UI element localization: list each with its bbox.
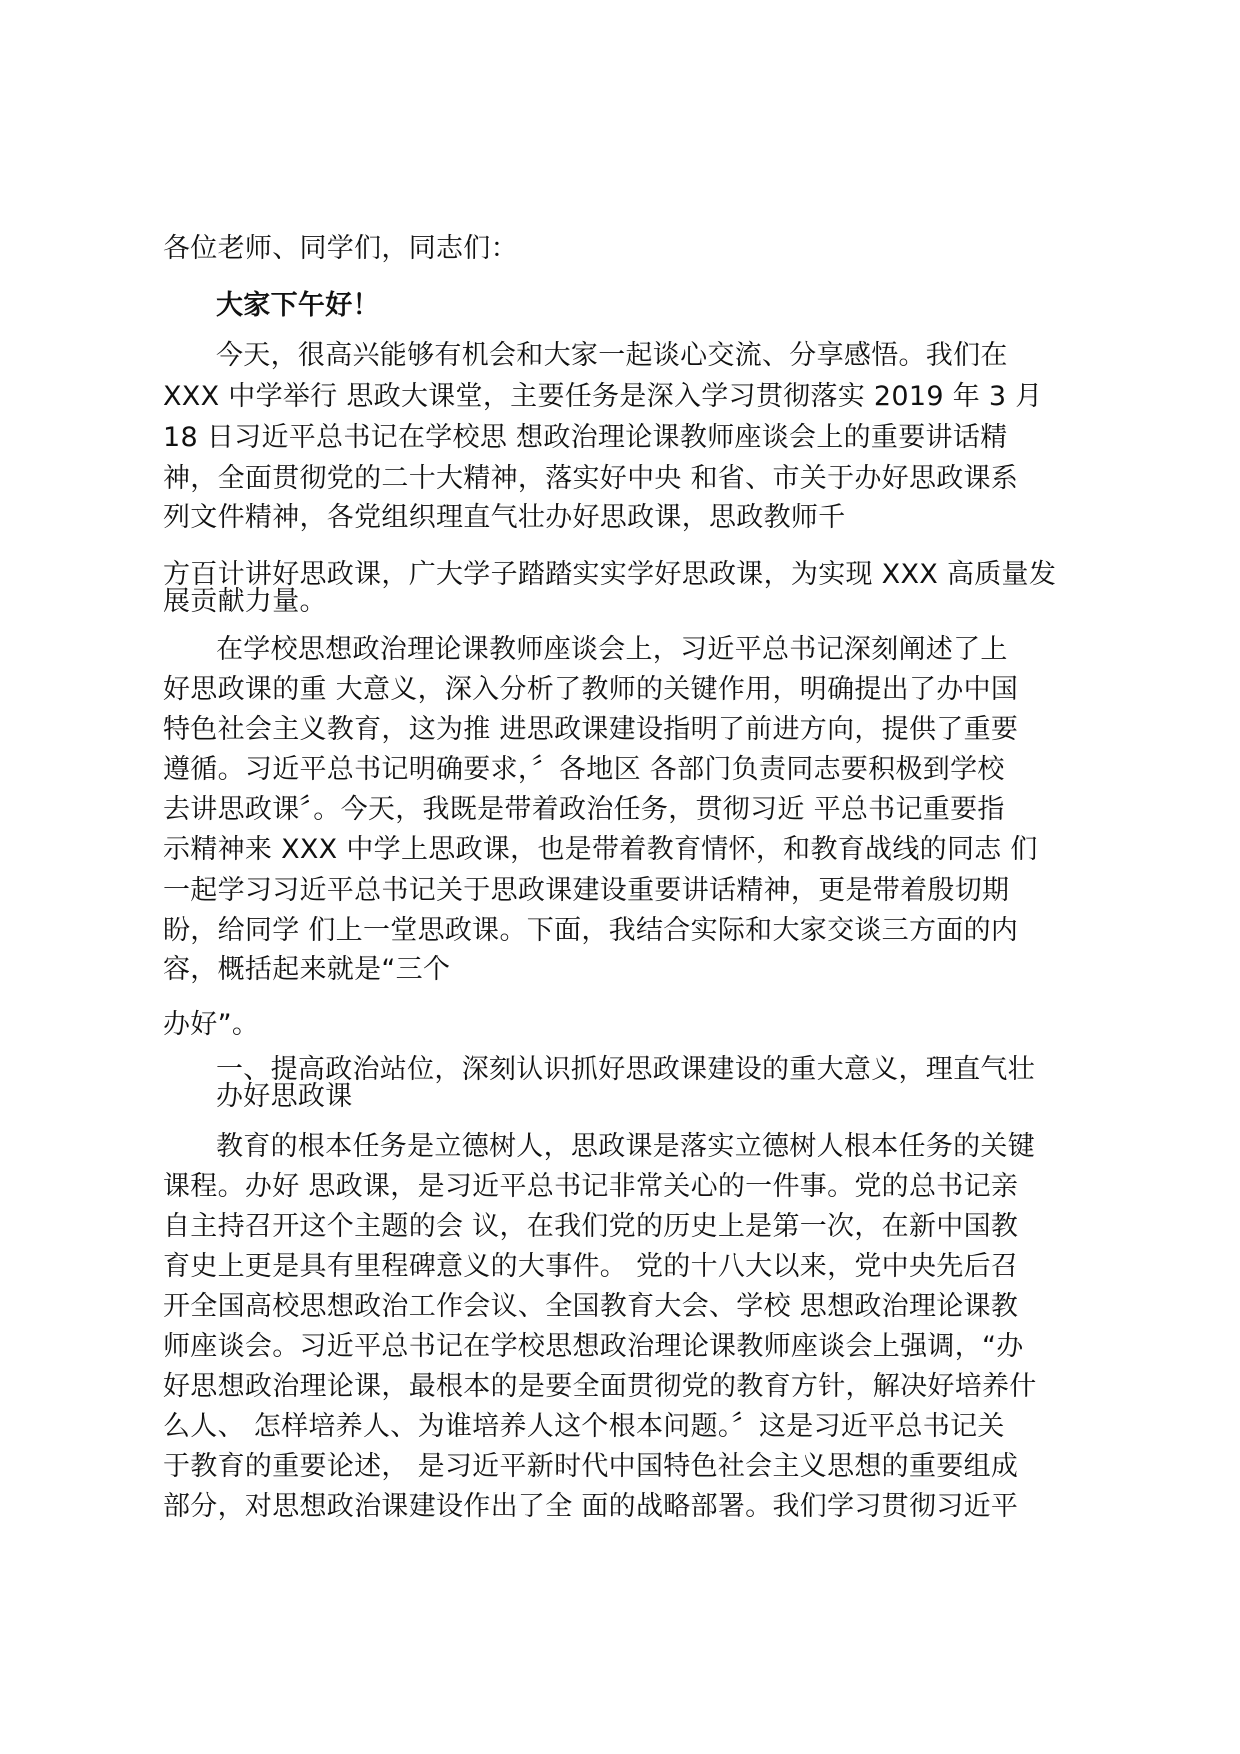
paragraph-1-line: XXX 中学举行 思政大课堂，主要任务是深入学习贯彻落实 2019 年 3 月 <box>163 381 1043 412</box>
paragraph-1-line: 方百计讲好思政课，广大学子踏踏实实学好思政课，为实现 XXX 高质量发 <box>163 559 1057 590</box>
paragraph-3-line: 育史上更是具有里程碑意义的大事件。 党的十八大以来，党中央先后召 <box>163 1251 1019 1282</box>
paragraph-2-line: 好思政课的重 大意义，深入分析了教师的关键作用，明确提出了办中国 <box>163 674 1019 705</box>
paragraph-2-line: 盼，给同学 们上一堂思政课。下面，我结合实际和大家交谈三方面的内 <box>163 915 1019 946</box>
paragraph-3-line: 于教育的重要论述， 是习近平新时代中国特色社会主义思想的重要组成 <box>163 1451 1019 1482</box>
paragraph-3-line: 教育的根本任务是立德树人，思政课是落实立德树人根本任务的关键 <box>216 1131 1035 1162</box>
paragraph-1-line: 展贡献力量。 <box>163 586 327 617</box>
paragraph-2-line: 一起学习习近平总书记关于思政课建设重要讲话精神，更是带着殷切期 <box>163 875 1010 906</box>
paragraph-2-line: 遵循。习近平总书记明确要求，〞各地区 各部门负责同志要积极到学校 <box>163 754 1005 785</box>
paragraph-2-line: 去讲思政课〞。今天，我既是带着政治任务，贯彻习近 平总书记重要指 <box>163 794 1005 825</box>
salutation: 各位老师、同学们，同志们： <box>163 233 518 264</box>
paragraph-3-line: 自主持召开这个主题的会 议，在我们党的历史上是第一次，在新中国教 <box>163 1211 1019 1242</box>
paragraph-1-line: 今天，很高兴能够有机会和大家一起谈心交流、分享感悟。我们在 <box>216 340 1008 371</box>
paragraph-1-line: 神，全面贯彻党的二十大精神，落实好中央 和省、市关于办好思政课系 <box>163 463 1019 494</box>
greeting: 大家下午好！ <box>216 290 380 321</box>
paragraph-2-line: 容，概括起来就是“三个 <box>163 954 451 985</box>
paragraph-3-line: 课程。办好 思政课，是习近平总书记非常关心的一件事。党的总书记亲 <box>163 1171 1019 1202</box>
paragraph-3-line: 么人、 怎样培养人、为谁培养人这个根本问题。〞这是习近平总书记关 <box>163 1411 1005 1442</box>
paragraph-2-line: 示精神来 XXX 中学上思政课，也是带着教育情怀，和教育战线的同志 们 <box>163 834 1038 865</box>
paragraph-2-line: 在学校思想政治理论课教师座谈会上，习近平总书记深刻阐述了上 <box>216 634 1008 665</box>
paragraph-3-line: 开全国高校思想政治工作会议、全国教育大会、学校 思想政治理论课教 <box>163 1291 1019 1322</box>
section-heading-1: 办好思政课 <box>216 1081 353 1112</box>
paragraph-3-line: 师座谈会。习近平总书记在学校思想政治理论课教师座谈会上强调，“办 <box>163 1331 1024 1362</box>
paragraph-3-line: 部分，对思想政治课建设作出了全 面的战略部署。我们学习贯彻习近平 <box>163 1491 1019 1522</box>
paragraph-3-line: 好思想政治理论课，最根本的是要全面贯彻党的教育方针，解决好培养什 <box>163 1371 1037 1402</box>
paragraph-1-line: 18 日习近平总书记在学校思 想政治理论课教师座谈会上的重要讲话精 <box>163 422 1008 453</box>
paragraph-2-line: 办好”。 <box>163 1009 260 1040</box>
paragraph-2-line: 特色社会主义教育，这为推 进思政课建设指明了前进方向，提供了重要 <box>163 714 1019 745</box>
paragraph-1-line: 列文件精神，各党组织理直气壮办好思政课，思政教师千 <box>163 502 846 533</box>
section-heading-1: 一、提高政治站位，深刻认识抓好思政课建设的重大意义，理直气壮 <box>216 1054 1035 1085</box>
